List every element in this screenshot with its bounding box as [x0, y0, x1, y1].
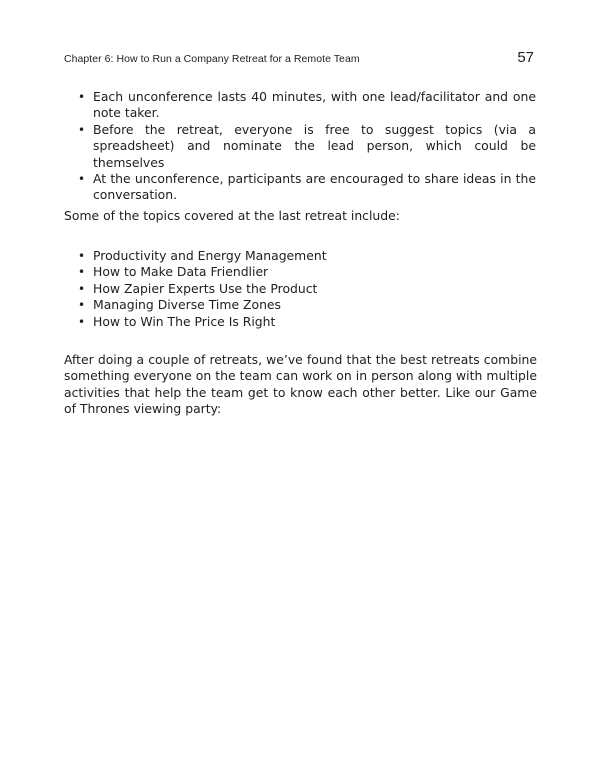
list-item	[78, 89, 536, 122]
bullet-glyph: •	[78, 172, 86, 187]
running-header	[64, 50, 536, 68]
bullet-glyph: •	[78, 122, 86, 137]
list-item	[78, 281, 498, 297]
list-item-text: How to Make Data Friendlier	[93, 264, 269, 280]
list-item	[78, 314, 498, 330]
topics-list	[78, 248, 498, 330]
list-item-text: Productivity and Energy Management	[93, 248, 327, 263]
bullet-glyph: •	[78, 265, 86, 280]
list-item	[78, 171, 536, 204]
bullet-glyph: •	[78, 298, 86, 313]
list-item	[78, 264, 498, 280]
topics-intro: Some of the topics covered at the last retreat include:	[64, 208, 400, 223]
list-item-text: Managing Diverse Time Zones	[93, 297, 282, 313]
list-item-text: Each unconference lasts 40 minutes, with one lead/facilitator and one note taker.	[93, 89, 536, 121]
list-item-text: How to Win The Price Is Right	[93, 313, 276, 329]
bullet-glyph: •	[78, 281, 86, 296]
list-item	[78, 122, 536, 171]
page-number: 57	[517, 49, 534, 66]
list-item-text: How Zapier Experts Use the Product	[93, 280, 318, 296]
list-item-text: At the unconference, participants are encouraged to share ideas in the conversation.	[93, 171, 536, 203]
bullet-glyph: •	[78, 314, 86, 329]
list-item-text: Before the retreat, everyone is free to suggest topics (via a spreadsheet) and nominate the lead person, which could be themselves	[93, 121, 536, 170]
list-item	[78, 248, 498, 264]
bullet-glyph: •	[78, 249, 86, 263]
chapter-title: Chapter 6: How to Run a Company Retreat for a Remote Team	[64, 53, 360, 65]
list-item	[78, 297, 498, 313]
closing-paragraph: After doing a couple of retreats, we’ve found that the best retreats combine something everyone on the team can work on in person along with multiple activities that help the team get to know each other better. Like our Game of Thrones viewing party:	[64, 352, 537, 417]
unconference-rules-list	[78, 89, 536, 204]
bullet-glyph: •	[78, 90, 86, 104]
